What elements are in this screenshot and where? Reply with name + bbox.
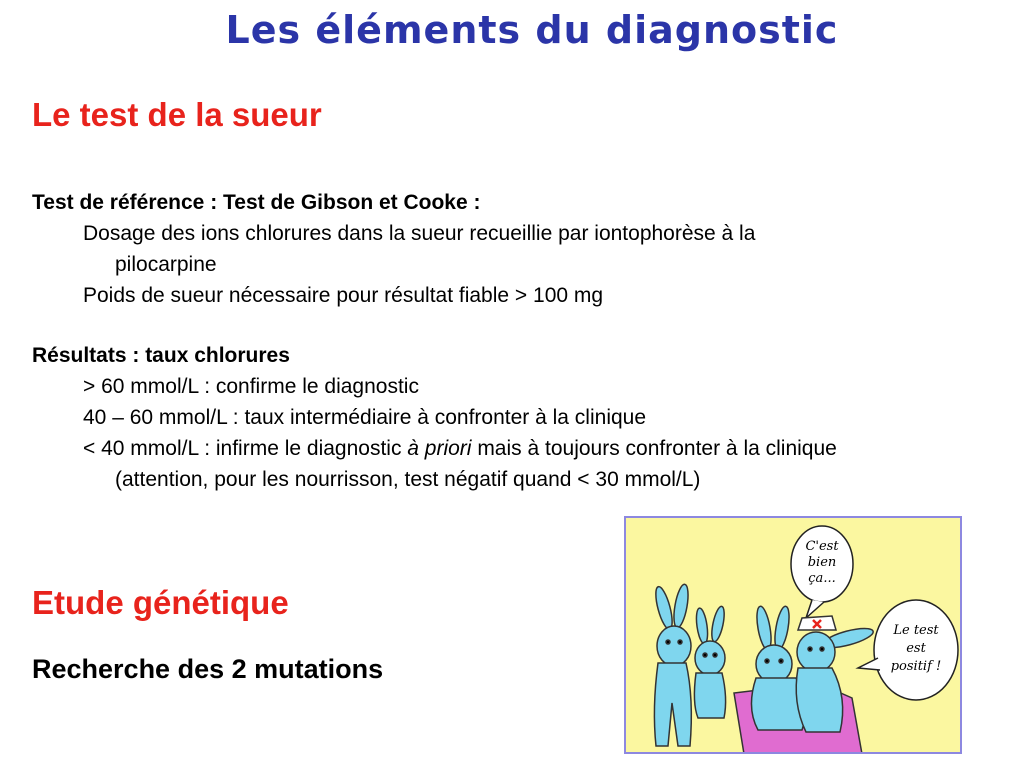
reference-item-chlorides-cont: pilocarpine <box>115 253 217 276</box>
result-item-infirm-cont: (attention, pour les nourrisson, test négatif quand < 30 mmol/L) <box>115 468 701 491</box>
result-item-infirm <box>83 437 837 461</box>
rabbit-nurse <box>796 625 875 732</box>
bubble1-line3: ça... <box>808 571 836 586</box>
results-label: Résultats : taux chlorures <box>32 344 290 367</box>
bubble1-line1: C'est <box>805 539 839 554</box>
rabbit-patient <box>751 605 804 730</box>
page-title: Les éléments du diagnostic <box>225 8 839 52</box>
bubble2-line2: est <box>906 641 926 656</box>
result-item-infirm-post: mais à toujours confronter à la clinique <box>471 437 837 460</box>
speech-bubble-right-tail <box>858 658 880 670</box>
bubble2-line1: Le test <box>893 623 939 638</box>
result-item-infirm-italic: à priori <box>407 437 472 460</box>
result-item-confirm: > 60 mmol/L : confirme le diagnostic <box>83 375 419 398</box>
rabbit-middle-left <box>694 605 726 718</box>
result-item-infirm-pre: < 40 mmol/L : infirme le diagnostic <box>83 437 408 460</box>
rabbit-left <box>653 583 692 746</box>
section-heading-sweat-test: Le test de la sueur <box>32 96 322 133</box>
bubble1-line2: bien <box>807 555 837 570</box>
reference-item-chlorides: Dosage des ions chlorures dans la sueur recueillie par iontophorèse à la <box>83 222 756 245</box>
speech-bubble-left-tail <box>806 600 824 618</box>
cartoon-illustration <box>624 516 962 754</box>
genetic-study-text: Recherche des 2 mutations <box>32 654 384 684</box>
reference-test-label: Test de référence : Test de Gibson et Cooke : <box>32 191 481 214</box>
section-heading-genetic-study: Etude génétique <box>32 584 289 621</box>
result-item-intermediate: 40 – 60 mmol/L : taux intermédiaire à confronter à la clinique <box>83 406 647 429</box>
bubble2-line3: positif ! <box>890 659 942 674</box>
reference-item-sweat-weight: Poids de sueur nécessaire pour résultat fiable > 100 mg <box>83 284 604 307</box>
cartoon-drawing <box>626 518 962 754</box>
